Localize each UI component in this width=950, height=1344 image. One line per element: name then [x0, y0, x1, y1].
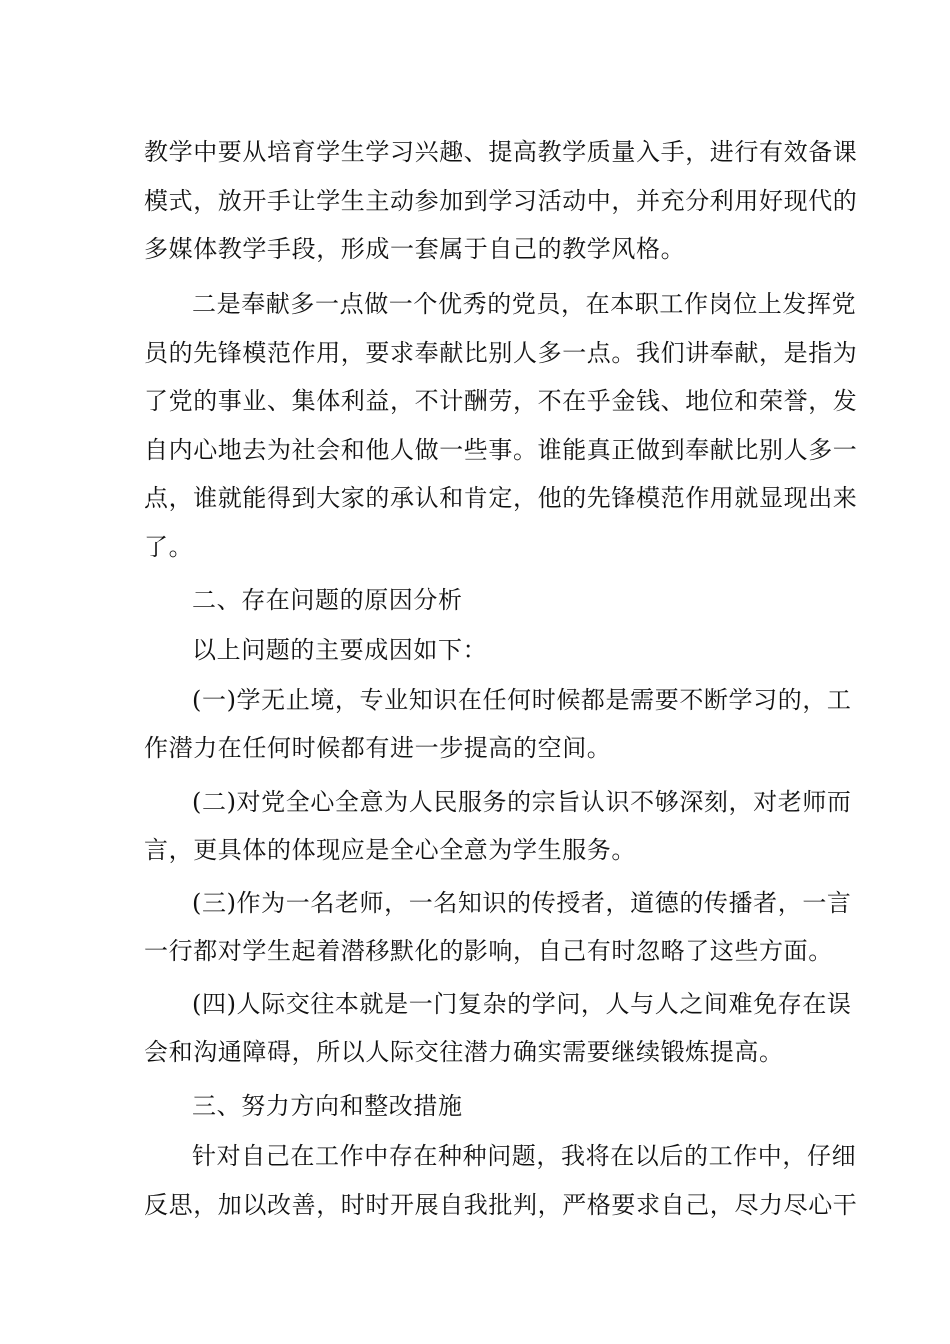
- text-line: 自内心地去为社会和他人做一些事。谁能真正做到奉献比别人多一: [144, 436, 858, 464]
- list-item-first-line: (二)对党全心全意为人民服务的宗旨认识不够深刻，对老师而: [192, 788, 852, 816]
- paragraph-first-line: 二是奉献多一点做一个优秀的党员，在本职工作岗位上发挥党: [192, 290, 857, 318]
- paragraph-first-line: 以上问题的主要成因如下：: [192, 636, 488, 664]
- text-line: 员的先锋模范作用，要求奉献比别人多一点。我们讲奉献，是指为: [144, 339, 858, 367]
- list-item-first-line: (一)学无止境，专业知识在任何时候都是需要不断学习的，工: [192, 686, 852, 714]
- list-item-first-line: (四)人际交往本就是一门复杂的学问，人与人之间难免存在误: [192, 990, 852, 1018]
- text-line: 一行都对学生起着潜移默化的影响，自己有时忽略了这些方面。: [144, 937, 833, 965]
- list-item-first-line: (三)作为一名老师，一名知识的传授者，道德的传播者，一言: [192, 889, 852, 917]
- text-line: 多媒体教学手段，形成一套属于自己的教学风格。: [144, 235, 686, 263]
- text-line: 模式，放开手让学生主动参加到学习活动中，并充分利用好现代的: [144, 187, 858, 215]
- text-line: 作潜力在任何时候都有进一步提高的空间。: [144, 734, 612, 762]
- text-line: 了党的事业、集体利益，不计酬劳，不在乎金钱、地位和荣誉，发: [144, 387, 858, 415]
- paragraph-first-line: 针对自己在工作中存在种种问题，我将在以后的工作中，仔细: [192, 1142, 857, 1170]
- text-line: 了。: [144, 533, 194, 561]
- section-heading: 二、存在问题的原因分析: [192, 586, 463, 614]
- text-line: 教学中要从培育学生学习兴趣、提高教学质量入手，进行有效备课: [144, 138, 858, 166]
- text-line: 点，谁就能得到大家的承认和肯定，他的先锋模范作用就显现出来: [144, 484, 858, 512]
- text-line: 会和沟通障碍，所以人际交往潜力确实需要继续锻炼提高。: [144, 1038, 784, 1066]
- text-line: 言，更具体的体现应是全心全意为学生服务。: [144, 836, 636, 864]
- section-heading: 三、努力方向和整改措施: [192, 1092, 463, 1120]
- text-line: 反思，加以改善，时时开展自我批判，严格要求自己，尽力尽心干: [144, 1191, 858, 1219]
